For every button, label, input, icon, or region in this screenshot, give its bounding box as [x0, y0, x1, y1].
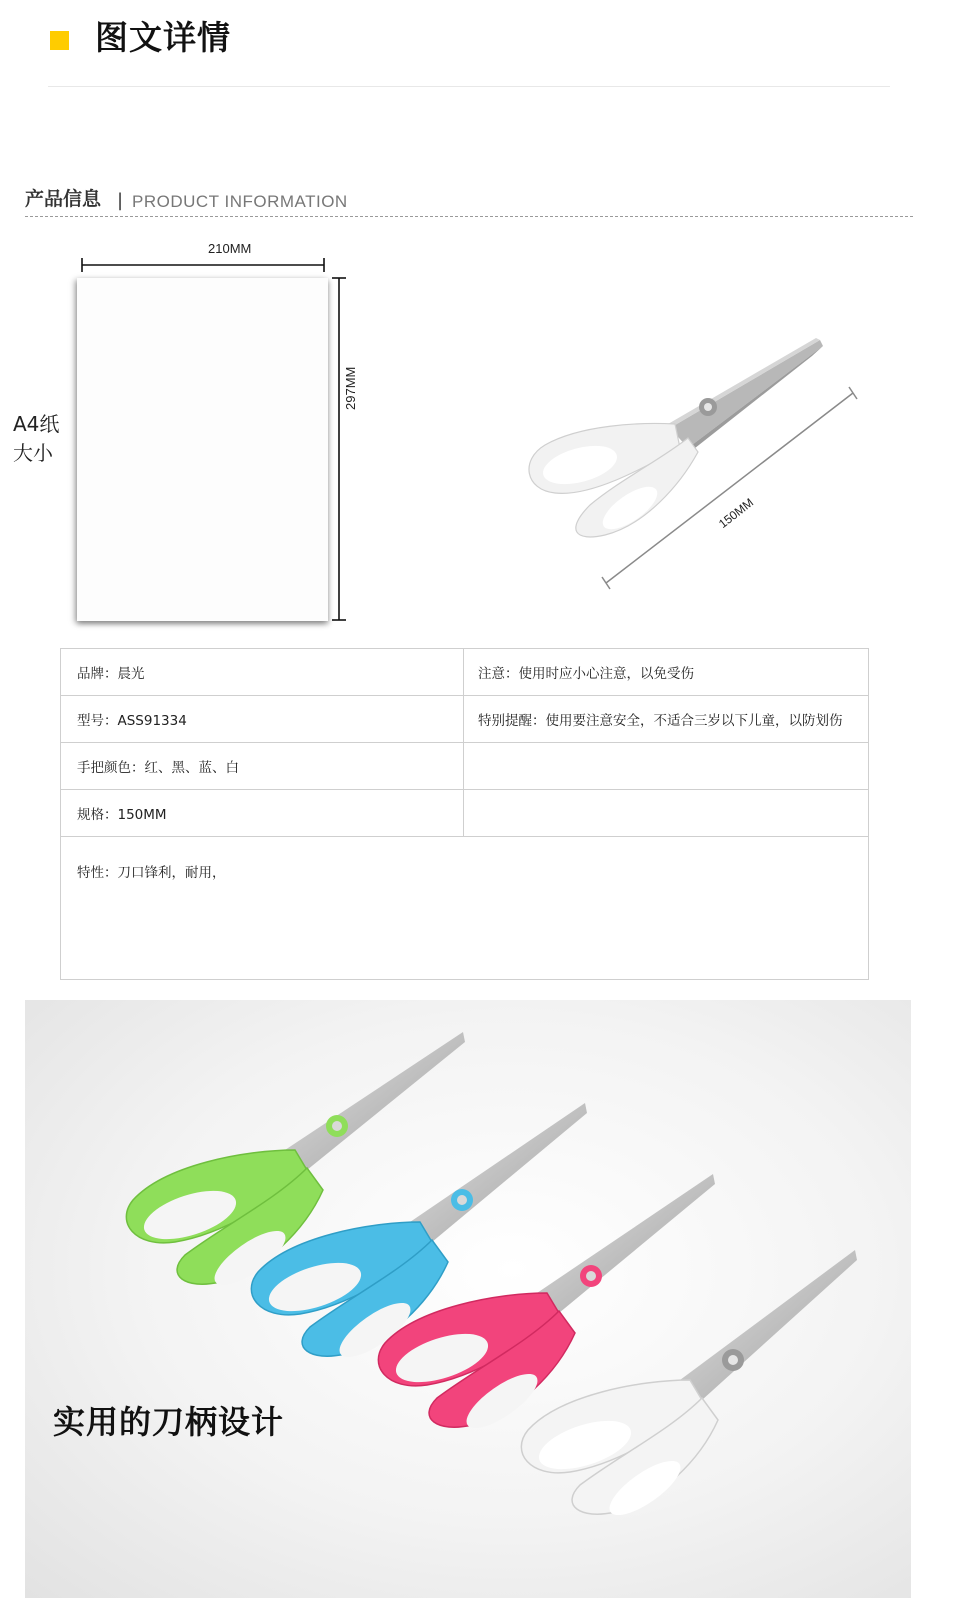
white-scissors-image — [520, 330, 870, 600]
table-row — [61, 837, 869, 980]
a4-paper-sheet — [77, 278, 328, 621]
spec-empty-cell — [464, 790, 869, 837]
table-row — [61, 743, 869, 790]
spec-table — [60, 648, 869, 980]
spec-empty-cell — [464, 743, 869, 790]
scissors-length-label: 150MM — [716, 495, 757, 532]
a4-width-label: 210MM — [208, 241, 252, 256]
section-title-separator: | — [117, 190, 124, 211]
spec-warning: 特别提醒：使用要注意安全，不适合三岁以下儿童，以防划伤 — [464, 696, 869, 743]
spec-size: 规格：150MM — [61, 790, 464, 837]
section-title-en: PRODUCT INFORMATION — [132, 192, 348, 211]
section-title-cn: 产品信息 — [25, 188, 102, 210]
table-row — [61, 649, 869, 696]
header-divider — [48, 86, 890, 87]
colored-scissors-image — [25, 1000, 911, 1598]
table-row — [61, 696, 869, 743]
page-title: 图文详情 — [95, 18, 231, 57]
spec-brand: 品牌：晨光 — [61, 649, 464, 696]
spec-model: 型号：ASS91334 — [61, 696, 464, 743]
spec-caution: 注意：使用时应小心注意，以免受伤 — [464, 649, 869, 696]
product-photo — [25, 1000, 911, 1598]
section-dashed-divider — [25, 216, 913, 217]
title-marker — [50, 31, 69, 50]
spec-feature: 特性：刀口锋利，耐用， — [61, 837, 869, 980]
a4-size-label: A4纸 大小 — [13, 412, 60, 465]
a4-height-label: 297MM — [343, 366, 358, 410]
spec-handle-colors: 手把颜色：红、黑、蓝、白 — [61, 743, 464, 790]
photo-caption: 实用的刀柄设计 — [53, 1403, 285, 1441]
table-row — [61, 790, 869, 837]
